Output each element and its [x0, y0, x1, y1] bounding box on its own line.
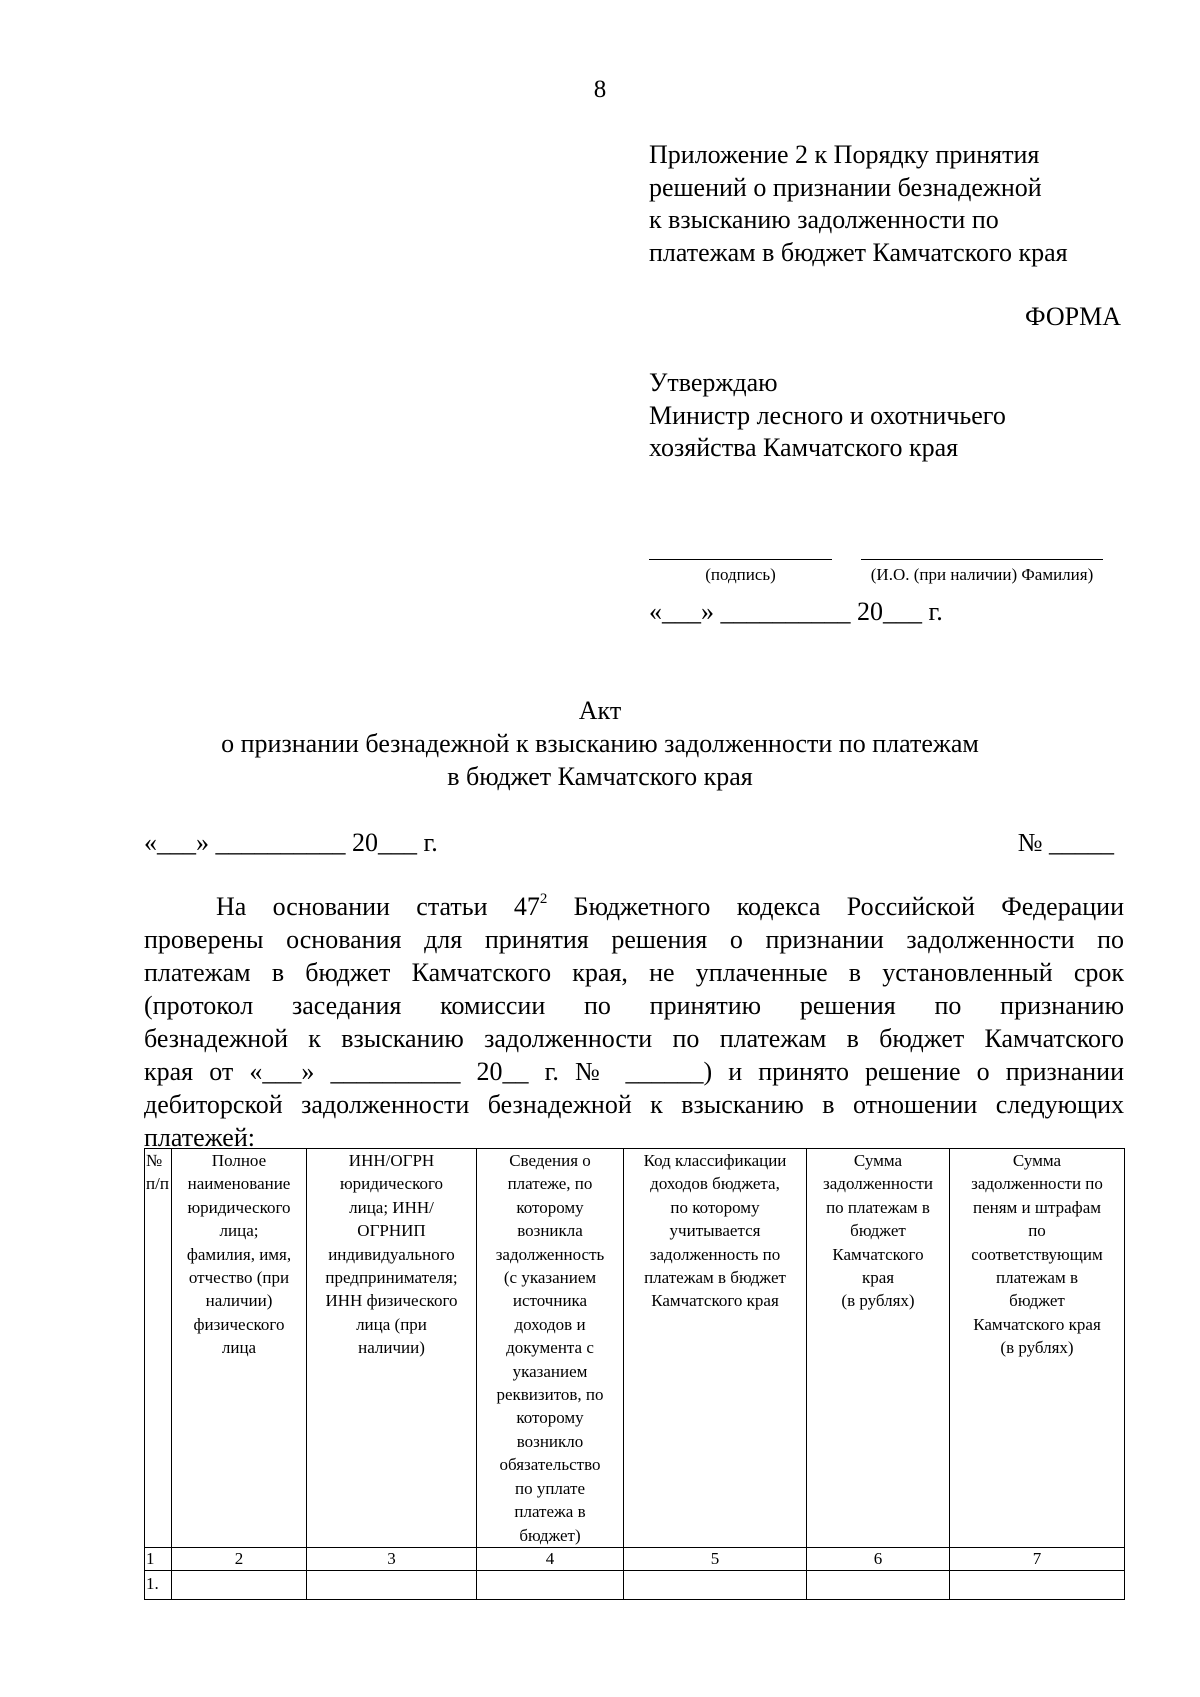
header-line: № — [146, 1151, 163, 1170]
debt-table — [144, 1148, 1125, 1600]
header-cell — [477, 1149, 624, 1548]
form-label: ФОРМА — [1025, 302, 1121, 331]
column-number: 1 — [145, 1547, 172, 1570]
header-line: платеже, по — [507, 1174, 593, 1194]
appendix-note — [649, 139, 1068, 269]
header-line: по платежам в — [826, 1197, 930, 1217]
header-line: лица; — [219, 1221, 259, 1241]
title-line: в бюджет Камчатского края — [447, 762, 753, 791]
header-line: Сумма — [853, 1151, 903, 1170]
header-line: платежам в бюджет — [644, 1268, 786, 1288]
header-line: (с указанием — [503, 1268, 597, 1288]
header-line: Сведения о — [509, 1151, 591, 1170]
table-header-row — [145, 1149, 1125, 1548]
header-line: (в рублях) — [841, 1291, 915, 1311]
column-number: 7 — [950, 1547, 1125, 1570]
table-cell: 1. — [145, 1570, 172, 1599]
header-line: возникло — [516, 1431, 584, 1451]
act-date: «___» __________ 20___ г. — [144, 828, 438, 857]
column-number: 5 — [624, 1547, 807, 1570]
header-line: реквизитов, по — [496, 1385, 604, 1405]
header-line: которому — [516, 1197, 584, 1217]
header-line: по уплате — [514, 1478, 585, 1498]
header-line: лица; ИНН/ — [349, 1197, 434, 1217]
header-line: наличии) — [205, 1291, 273, 1311]
header-line: пеням и штрафам — [972, 1197, 1101, 1217]
appendix-line: Приложение 2 к Порядку принятия — [649, 140, 1040, 169]
column-number: 6 — [807, 1547, 950, 1570]
header-line: по — [1028, 1221, 1046, 1241]
header-line: платежам в — [996, 1268, 1078, 1288]
header-line: предпринимателя; — [325, 1268, 458, 1288]
header-line: ОГРНИП — [357, 1221, 426, 1241]
header-line: документа с — [506, 1338, 594, 1358]
table-cell — [307, 1570, 477, 1599]
table-row — [145, 1570, 1125, 1599]
appendix-line: к взысканию задолженности по — [649, 205, 999, 234]
header-line: индивидуального — [328, 1244, 455, 1264]
approval-block — [649, 367, 1006, 465]
signature-line — [649, 559, 832, 560]
header-line: доходов и — [514, 1314, 586, 1334]
approval-line: Утверждаю — [649, 368, 778, 397]
paragraph-line: платежей: — [144, 1123, 255, 1152]
header-line: лица — [221, 1338, 257, 1358]
signature-caption: (подпись) — [705, 565, 776, 584]
title-line: Акт — [578, 696, 622, 725]
header-line: бюджет — [850, 1221, 906, 1241]
header-line: ИНН/ОГРН — [348, 1151, 435, 1170]
header-cell — [624, 1149, 807, 1548]
column-number: 2 — [172, 1547, 307, 1570]
table-cell — [477, 1570, 624, 1599]
header-line: фамилия, имя, — [186, 1244, 292, 1264]
appendix-line: платежам в бюджет Камчатского края — [649, 237, 1068, 267]
header-line: источника — [512, 1291, 588, 1311]
header-line: Камчатского края — [651, 1291, 779, 1311]
header-line: Камчатского — [832, 1244, 924, 1264]
header-line: ИНН физического — [325, 1291, 458, 1311]
document-title — [0, 694, 1200, 793]
header-line: края — [861, 1268, 895, 1288]
header-line: задолженность — [495, 1244, 605, 1264]
header-line: доходов бюджета, — [650, 1174, 780, 1194]
table-cell — [624, 1570, 807, 1599]
header-cell — [950, 1149, 1125, 1548]
act-number: № _____ — [1017, 828, 1114, 857]
header-cell — [172, 1149, 307, 1548]
table-cell — [172, 1570, 307, 1599]
name-line — [861, 559, 1103, 560]
column-number: 3 — [307, 1547, 477, 1570]
column-number: 4 — [477, 1547, 624, 1570]
header-line: которому — [516, 1408, 584, 1428]
column-number-row — [145, 1547, 1125, 1570]
name-caption: (И.О. (при наличии) Фамилия) — [870, 565, 1094, 584]
header-line: по которому — [670, 1197, 760, 1217]
header-line: Камчатского края — [973, 1314, 1101, 1334]
header-line: обязательство — [499, 1455, 601, 1475]
header-line: юридического — [339, 1174, 444, 1194]
paragraph-line: проверены основания для принятия решения о признании задолженности по — [144, 925, 1124, 954]
header-line: физического — [193, 1314, 285, 1334]
paragraph-line: платежам в бюджет Камчатского края, не уплаченные в установленный срок — [144, 958, 1124, 987]
header-line: задолженность по — [649, 1244, 781, 1264]
header-line: п/п — [146, 1174, 169, 1194]
page-number: 8 — [593, 76, 607, 103]
header-line: наименование — [187, 1174, 291, 1194]
paragraph-line: дебиторской задолженности безнадежной к взысканию в отношении следующих — [144, 1090, 1124, 1119]
approval-line: Министр лесного и охотничьего — [649, 400, 1006, 430]
header-line: указанием — [512, 1361, 588, 1381]
header-line: отчество (при — [188, 1268, 290, 1288]
table-cell — [807, 1570, 950, 1599]
title-line: о признании безнадежной к взысканию задолженности по платежам — [221, 729, 979, 758]
header-line: платежа в — [514, 1502, 586, 1522]
header-line: соответствующим — [971, 1244, 1103, 1264]
header-line: Сумма — [1012, 1151, 1062, 1170]
appendix-line: решений о признании безнадежной — [649, 172, 1042, 202]
header-line: наличии) — [358, 1338, 425, 1358]
header-line: Код классификации — [643, 1151, 787, 1170]
approval-line: хозяйства Камчатского края — [649, 433, 959, 462]
header-line: возникла — [517, 1221, 583, 1241]
paragraph-line: (протокол заседания комиссии по принятию решения по признанию — [144, 991, 1124, 1020]
header-line: бюджет) — [519, 1525, 581, 1545]
header-line: задолженности — [823, 1174, 933, 1194]
header-cell — [807, 1149, 950, 1548]
body-paragraph — [144, 890, 1124, 1154]
header-line: бюджет — [1009, 1291, 1065, 1311]
header-line: учитывается — [669, 1221, 761, 1241]
paragraph-line: края от «___» __________ 20__ г. № ______) и принято решение о признании — [144, 1057, 1124, 1086]
paragraph-line: безнадежной к взысканию задолженности по платежам в бюджет Камчатского — [144, 1024, 1124, 1053]
header-line: задолженности по — [971, 1174, 1103, 1194]
header-line: лица (при — [356, 1314, 427, 1334]
paragraph-line: На основании статьи $47^2$ Бюджетного кодекса Российской Федерации — [216, 891, 1124, 921]
header-cell — [145, 1149, 172, 1548]
approval-date: «___» __________ 20___ г. — [649, 597, 943, 626]
table-cell — [950, 1570, 1125, 1599]
header-line: юридического — [187, 1197, 291, 1217]
header-cell — [307, 1149, 477, 1548]
header-line: (в рублях) — [1000, 1338, 1074, 1358]
header-line: Полное — [211, 1151, 267, 1170]
